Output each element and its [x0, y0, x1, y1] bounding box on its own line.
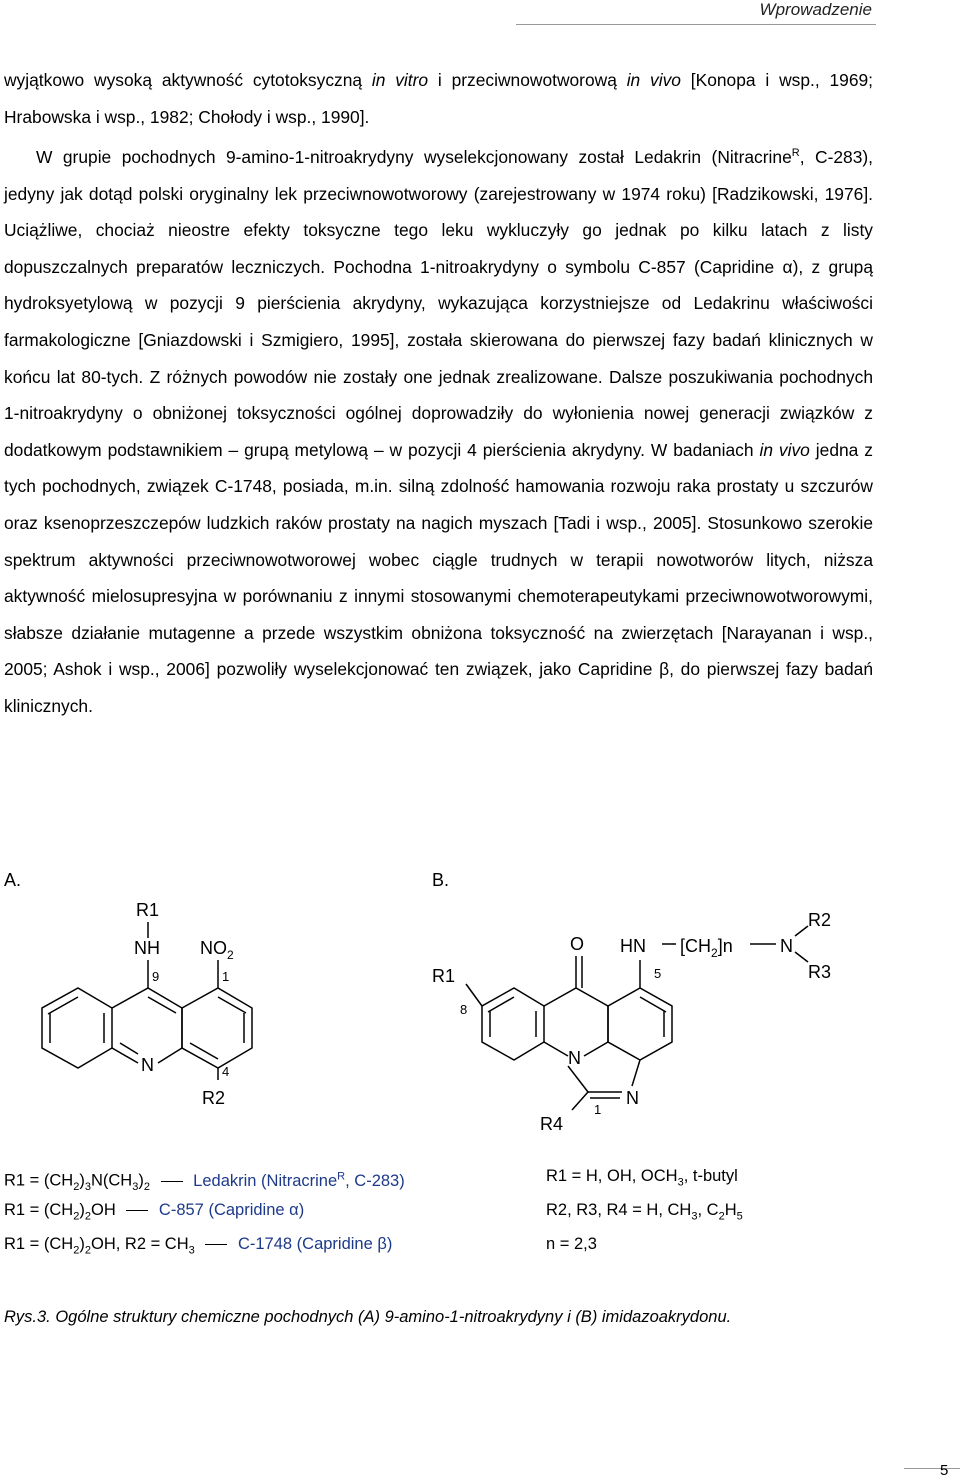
p1-italic-in-vitro: in vitro	[371, 70, 429, 90]
legend-right-row-1	[546, 1166, 738, 1192]
formula-text: OH, R2 = CH	[90, 1235, 189, 1253]
p1-italic-in-vivo: in vivo	[626, 70, 681, 90]
b-hn: HN	[620, 936, 646, 956]
a-pos1: 1	[222, 969, 230, 984]
footer-rule	[904, 1468, 960, 1469]
b-r1: R1	[432, 966, 456, 986]
legend-right-row-3	[546, 1234, 597, 1254]
compound-name-rest: , C-283)	[345, 1171, 405, 1190]
b-chain	[680, 936, 733, 960]
a-ring-middle-top	[112, 988, 182, 1008]
compound-name	[193, 1172, 405, 1190]
a-no: NO	[200, 938, 227, 958]
structure-a-labels	[4, 870, 234, 1108]
b-double-bond	[488, 997, 514, 1012]
formula-text: )	[138, 1171, 144, 1190]
b-n-ring1: N	[568, 1048, 581, 1068]
formula-text: , t-butyl	[683, 1167, 738, 1185]
b-n-ring2: N	[626, 1088, 639, 1108]
formula-text: , C	[697, 1201, 719, 1219]
p2-superscript-r: R	[791, 147, 800, 160]
formula-sub: 2	[73, 1244, 80, 1257]
formula-text: R1 = (CH	[4, 1171, 74, 1190]
formula-text: H	[724, 1201, 737, 1219]
b-ring-left	[482, 988, 544, 1060]
formula-sub: 3	[132, 1180, 139, 1193]
b-r2: R2	[808, 910, 832, 930]
a-n: N	[141, 1055, 154, 1075]
body-text	[4, 62, 873, 724]
legend-left-row-2	[4, 1200, 304, 1226]
formula-text: n = 2,3	[546, 1235, 597, 1253]
formula-text: OH	[90, 1201, 116, 1219]
p1-text-c: i przeciwnowotworową	[428, 70, 627, 90]
compound-name-sup: R	[337, 1170, 346, 1182]
header-rule	[516, 24, 876, 25]
formula-text: )	[79, 1235, 85, 1253]
formula-sub: 2	[718, 1210, 725, 1223]
compound-name: C-1748 (Capridine β)	[237, 1235, 393, 1253]
b-bond-r3	[795, 952, 808, 962]
legend-dash	[205, 1244, 227, 1245]
structures-svg	[0, 860, 960, 1150]
a-pos4: 4	[222, 1064, 230, 1079]
b-ring-middle-top	[544, 988, 608, 1006]
chemical-structures-figure	[0, 860, 960, 1150]
b-r4: R4	[540, 1114, 564, 1134]
legend-dash	[126, 1210, 148, 1211]
a-bond-n-right	[158, 1048, 182, 1063]
legend-left-row-1	[4, 1166, 405, 1197]
a-r1: R1	[136, 900, 160, 920]
p1-text-a: wyjątkowo wysoką aktywność cytotoksyczną	[4, 70, 372, 90]
p2-text-a: W grupie pochodnych 9-amino-1-nitroakrydyny wyselekcjonowany został Ledakrin (Nitracrine	[36, 146, 792, 167]
page-header	[0, 0, 960, 40]
a-r2: R2	[202, 1088, 226, 1108]
a-ring-left	[42, 988, 112, 1068]
figure-caption: Rys.3. Ogólne struktury chemiczne pochodnych (A) 9-amino-1-nitroakrydyny i (B) imidazoakrydonu.	[4, 1308, 732, 1326]
page-number: 5	[940, 1462, 949, 1479]
a-double-bond	[148, 997, 176, 1013]
formula-text: R1 = H, OH, OCH	[546, 1167, 678, 1185]
legend-dash	[161, 1181, 183, 1182]
b-bond-r2	[795, 926, 808, 936]
b-imidazole-1	[568, 1066, 588, 1092]
a-double-bond	[120, 1043, 138, 1054]
b-pos1: 1	[594, 1102, 602, 1117]
b-ch-open: [CH	[680, 936, 711, 956]
formula-text: R2, R3, R4 = H, CH	[546, 1201, 692, 1219]
a-bond-n-left	[112, 1048, 138, 1063]
legend-left-row-3	[4, 1234, 392, 1260]
formula-sub: 2	[84, 1210, 91, 1223]
paragraph-1	[4, 62, 873, 135]
b-ch-sub: 2	[711, 946, 718, 960]
b-pos5: 5	[654, 966, 662, 981]
formula-sub: 2	[73, 1180, 80, 1193]
formula-text: )	[79, 1171, 85, 1190]
formula-text: N(CH	[90, 1171, 133, 1190]
a-no-sub: 2	[227, 948, 234, 962]
compound-name-text: Ledakrin (Nitracrine	[193, 1171, 338, 1190]
formula-sub: 5	[736, 1210, 743, 1223]
a-double-bond	[48, 997, 78, 1014]
structure-legend	[4, 1166, 904, 1276]
p2-italic-in-vivo: in vivo	[759, 439, 810, 460]
p2-text-d: jedna z tych pochodnych, związek C-1748, posiada, m.in. silną zdolność hamowania rozwoju raka prostaty u szczurów oraz ksenoprzeszczepów ludzkich raków prostaty na nagich myszach [Tadi i wsp., 2005]. Stosunkowo szerokie spektrum aktywności przeciwnowotworowej wobec ciągle trudnych w terapii nowotworów litych, niższa aktywność mielosupresyjna w porównaniu z innymi stosowanymi chemoterapeutykami przeciwnowotworowymi, słabsze działanie mutagenne a przede wszystkim obniżona toksyczność na zwierzętach [Narayanan i wsp., 2005; Ashok i wsp., 2006] pozwoliły wyselekcjonować ten związek, jako Capridine β, do pierwszej fazy badań klinicznych.	[4, 439, 873, 716]
formula-sub: 3	[691, 1210, 698, 1223]
a-label: A.	[4, 870, 22, 890]
b-ch-close: ]n	[717, 936, 733, 956]
b-imidazole-3	[632, 1060, 640, 1086]
a-pos9: 9	[152, 969, 160, 984]
compound-name: C-857 (Capridine α)	[158, 1201, 305, 1219]
b-n-amine: N	[780, 936, 793, 956]
formula-text: R1 = (CH	[4, 1201, 74, 1219]
a-double-bond	[218, 997, 246, 1013]
a-no2	[200, 938, 234, 962]
b-bond-n-left	[544, 1042, 568, 1056]
p1-text-e: [Konopa i wsp., 1969; Hrabowska i wsp., 1982; Chołody i wsp., 1990].	[4, 70, 873, 127]
formula-sub: 3	[677, 1176, 684, 1189]
formula-sub: 2	[143, 1180, 150, 1193]
formula-sub: 3	[188, 1244, 195, 1257]
a-ring-right	[182, 988, 252, 1068]
b-ring-right	[608, 988, 672, 1060]
structure-b-labels	[432, 870, 831, 1134]
b-label: B.	[432, 870, 450, 890]
formula-text: R1 = (CH	[4, 1235, 74, 1253]
section-title: Wprowadzenie	[759, 0, 872, 19]
formula-sub: 3	[84, 1180, 91, 1193]
b-bond-r4	[572, 1092, 588, 1110]
b-double-bond	[640, 997, 666, 1012]
formula-sub: 2	[84, 1244, 91, 1257]
b-r3: R3	[808, 962, 832, 982]
b-o: O	[570, 934, 585, 954]
legend-right-row-2	[546, 1200, 743, 1226]
a-nh: NH	[134, 938, 160, 958]
b-pos8: 8	[460, 1002, 468, 1017]
b-bond-n-right	[584, 1042, 608, 1056]
paragraph-2	[4, 135, 873, 724]
formula-sub: 2	[73, 1210, 80, 1223]
b-bond-r1	[466, 984, 482, 1006]
a-double-bond	[190, 1043, 218, 1059]
formula-text: )	[79, 1201, 85, 1219]
p2-text-b: , C-283), jedyny jak dotąd polski oryginalny lek przeciwnowotworowy (zarejestrowany w 1974 roku) [Radzikowski, 1976]. Uciążliwe, chociaż nieostre efekty toksyczne tego leku wykluczyły go jednak po kilku latach z listy dopuszczalnych preparatów leczniczych. Pochodna 1-nitroakrydyny o symbolu C-857 (Capridine α), z grupą hydroksyetylową w pozycji 9 pierścienia akrydyny, wykazująca korzystniejsze od Ledakrinu właściwości farmakologiczne [Gniazdowski i Szmigiero, 1995], została skierowana do pierwszej fazy badań klinicznych w końcu lat 80-tych. Z różnych powodów nie zostały one jednak zrealizowane. Dalsze poszukiwania pochodnych 1-nitroakrydyny o obniżonej toksyczności ogólnej doprowadziły do wyłonienia nowej generacji związków z dodatkowym podstawnikiem – grupą metylową – w pozycji 4 pierścienia akrydyny. W badaniach	[4, 146, 873, 460]
